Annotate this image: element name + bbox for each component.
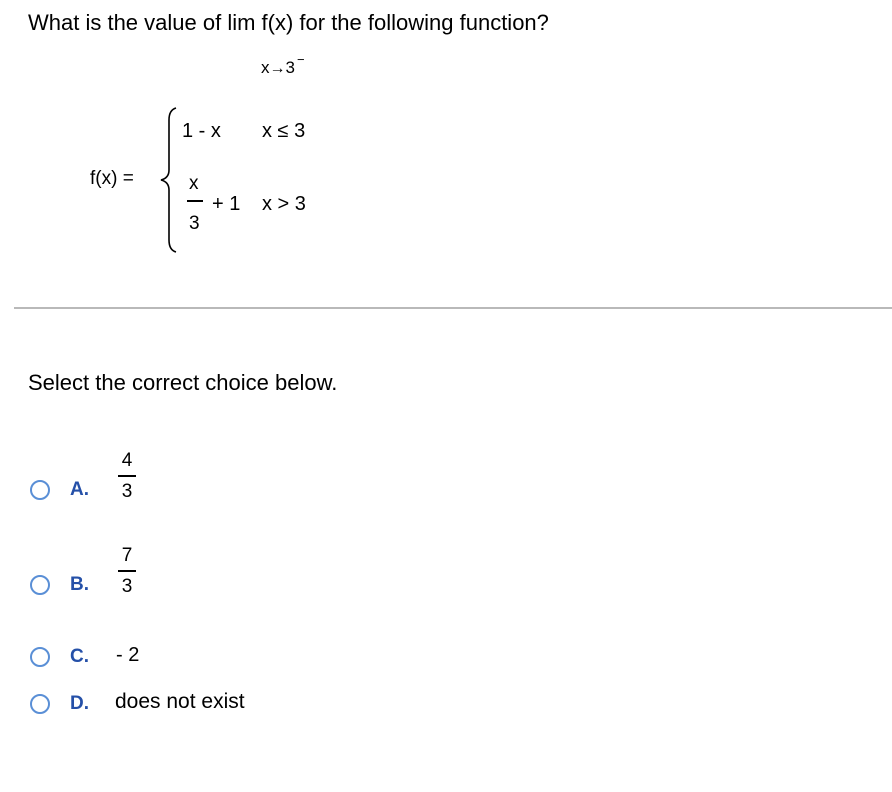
choice-b-fraction-bar [118, 570, 136, 572]
choice-b-letter: B. [70, 574, 89, 595]
arrow-right-icon: → [269, 60, 286, 77]
choice-c[interactable] [30, 643, 430, 673]
function-label: f(x) = [90, 168, 134, 189]
choice-a-fraction-bar [118, 475, 136, 477]
case2-denominator: 3 [189, 213, 200, 234]
case1-condition: x ≤ 3 [262, 120, 306, 142]
limit-variable: x [261, 58, 270, 77]
choice-d-value: does not exist [115, 690, 245, 713]
choice-b[interactable] [30, 545, 430, 615]
choice-a-letter: A. [70, 479, 89, 500]
case2-fraction-bar [187, 200, 203, 202]
radio-button-a[interactable] [30, 480, 50, 500]
choice-a-numerator: 4 [121, 450, 133, 471]
section-divider [14, 307, 892, 309]
choice-c-letter: C. [70, 646, 89, 667]
choice-b-fraction [118, 545, 136, 598]
case2-condition: x > 3 [262, 193, 306, 215]
radio-button-c[interactable] [30, 647, 50, 667]
case2-plus-term: + 1 [212, 193, 241, 215]
radio-button-d[interactable] [30, 694, 50, 714]
question-text: What is the value of lim f(x) for the following function? [28, 10, 549, 35]
case2-numerator: x [189, 173, 199, 194]
choice-a-fraction [118, 450, 136, 503]
limit-value: 3 [285, 58, 295, 77]
choice-d-letter: D. [70, 693, 89, 714]
radio-button-b[interactable] [30, 575, 50, 595]
choice-c-value: - 2 [116, 644, 140, 666]
limit-subscript [261, 50, 305, 79]
choice-b-numerator: 7 [121, 545, 133, 566]
choice-b-denominator: 3 [121, 575, 133, 597]
limit-side: − [296, 52, 305, 67]
case1-expression: 1 - x [182, 120, 221, 142]
choice-a-denominator: 3 [121, 480, 133, 502]
choice-d[interactable] [30, 690, 430, 720]
choice-a[interactable] [30, 450, 430, 520]
instruction-text: Select the correct choice below. [28, 370, 338, 395]
